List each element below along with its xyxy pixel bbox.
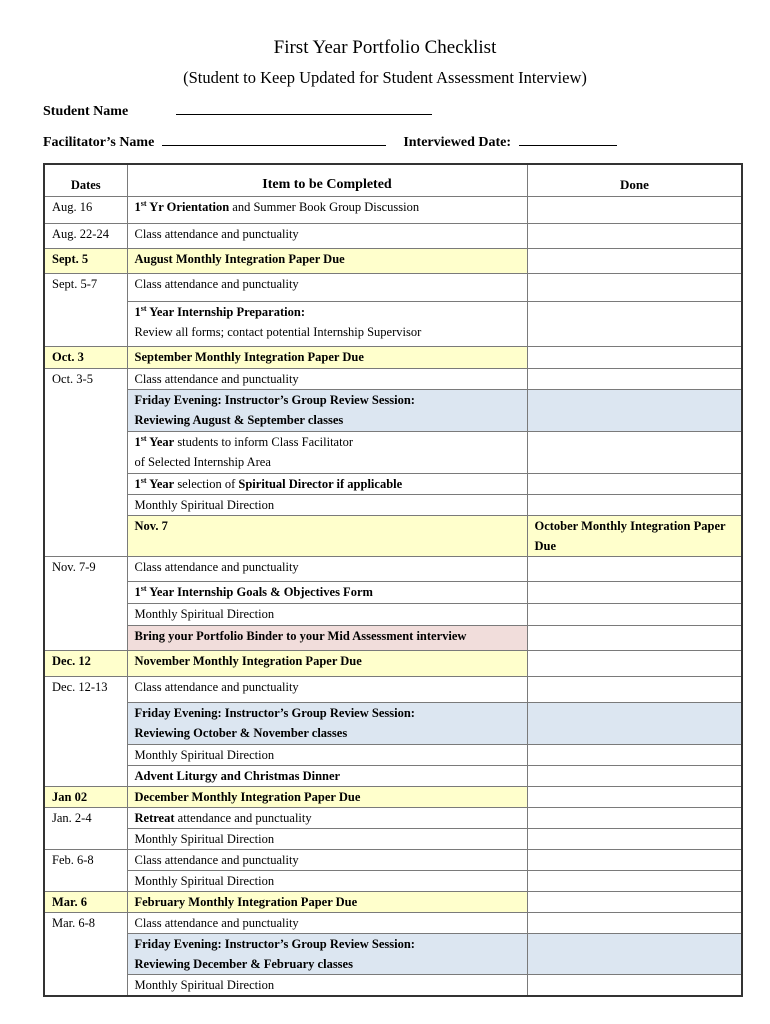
done-checkbox-cell[interactable] <box>527 248 742 273</box>
table-row <box>44 676 742 702</box>
table-row <box>44 431 742 473</box>
table-row <box>44 891 742 912</box>
item-cell: 1st Year students to inform Class Facilitator of Selected Internship Area <box>127 431 527 473</box>
done-checkbox-cell[interactable] <box>527 933 742 974</box>
item-cell: Monthly Spiritual Direction <box>127 603 527 625</box>
table-row <box>44 807 742 828</box>
student-name-label: Student Name <box>43 104 129 119</box>
item-cell: 1st Year Internship Goals & Objectives Form <box>127 581 527 603</box>
table-row <box>44 196 742 223</box>
table-row <box>44 744 742 765</box>
done-checkbox-cell[interactable] <box>527 849 742 870</box>
done-checkbox-cell[interactable] <box>527 650 742 676</box>
item-cell: Class attendance and punctuality <box>127 912 527 933</box>
done-checkbox-cell[interactable] <box>527 494 742 515</box>
date-cell: Dec. 12-13 <box>44 676 127 786</box>
item-cell: September Monthly Integration Paper Due <box>127 346 527 368</box>
done-checkbox-cell[interactable] <box>527 196 742 223</box>
table-row <box>44 650 742 676</box>
table-row <box>44 849 742 870</box>
item-cell: February Monthly Integration Paper Due <box>127 891 527 912</box>
table-row <box>44 223 742 248</box>
done-checkbox-cell[interactable] <box>527 581 742 603</box>
date-cell: Mar. 6-8 <box>44 912 127 996</box>
date-cell: Oct. 3 <box>44 346 127 368</box>
done-checkbox-cell[interactable] <box>527 828 742 849</box>
date-cell: Nov. 7-9 <box>44 556 127 650</box>
item-cell: Class attendance and punctuality <box>127 849 527 870</box>
document-subtitle: (Student to Keep Updated for Student Assessment Interview) <box>183 68 587 87</box>
done-checkbox-cell[interactable] <box>527 870 742 891</box>
table-header-row <box>44 164 742 196</box>
done-checkbox-cell[interactable] <box>527 473 742 494</box>
item-cell: Monthly Spiritual Direction <box>127 828 527 849</box>
table-row <box>44 301 742 346</box>
item-column-header: Item to be Completed <box>127 164 527 196</box>
table-row <box>44 515 742 556</box>
student-name-field[interactable] <box>176 103 432 115</box>
done-checkbox-cell[interactable] <box>527 786 742 807</box>
table-row <box>44 974 742 996</box>
table-row <box>44 828 742 849</box>
date-cell: Mar. 6 <box>44 891 127 912</box>
done-checkbox-cell[interactable] <box>527 625 742 650</box>
item-cell: Monthly Spiritual Direction <box>127 744 527 765</box>
table-row <box>44 368 742 389</box>
table-row <box>44 912 742 933</box>
item-cell: Friday Evening: Instructor’s Group Review Session: Reviewing December & February classes <box>127 933 527 974</box>
item-cell: Class attendance and punctuality <box>127 676 527 702</box>
item-cell: December Monthly Integration Paper Due <box>127 786 527 807</box>
done-column-header: Done <box>527 164 742 196</box>
done-checkbox-cell[interactable] <box>527 389 742 431</box>
item-cell: Advent Liturgy and Christmas Dinner <box>127 765 527 786</box>
item-cell: Friday Evening: Instructor’s Group Review Session: Reviewing October & November classes <box>127 702 527 744</box>
table-row <box>44 870 742 891</box>
date-cell: Oct. 3-5 <box>44 368 127 556</box>
date-cell: Sept. 5-7 <box>44 273 127 346</box>
date-cell: Sept. 5 <box>44 248 127 273</box>
date-cell: Jan. 2-4 <box>44 807 127 849</box>
date-cell: Dec. 12 <box>44 650 127 676</box>
table-row <box>44 556 742 581</box>
student-name-row <box>43 103 432 120</box>
done-checkbox-cell[interactable] <box>527 603 742 625</box>
date-cell: Feb. 6-8 <box>44 849 127 891</box>
item-cell: Friday Evening: Instructor’s Group Review Session: Reviewing August & September classes <box>127 389 527 431</box>
interviewed-date-label: Interviewed Date: <box>403 135 511 150</box>
table-row <box>44 625 742 650</box>
done-checkbox-cell[interactable] <box>527 676 742 702</box>
interviewed-date-field[interactable] <box>519 134 617 146</box>
done-checkbox-cell[interactable] <box>527 891 742 912</box>
item-cell: 1st Yr Orientation and Summer Book Group Discussion <box>127 196 527 223</box>
checklist-table <box>43 163 743 997</box>
table-row <box>44 786 742 807</box>
item-cell: Class attendance and punctuality <box>127 273 527 301</box>
done-checkbox-cell[interactable] <box>527 223 742 248</box>
table-row <box>44 933 742 974</box>
table-row <box>44 248 742 273</box>
item-cell: Class attendance and punctuality <box>127 368 527 389</box>
date-cell: Nov. 7 <box>127 515 527 556</box>
item-cell: Monthly Spiritual Direction <box>127 974 527 996</box>
table-row <box>44 603 742 625</box>
table-row <box>44 581 742 603</box>
dates-column-header: Dates <box>44 164 127 196</box>
item-cell: October Monthly Integration Paper Due <box>527 515 742 556</box>
item-cell: Class attendance and punctuality <box>127 556 527 581</box>
done-checkbox-cell[interactable] <box>527 556 742 581</box>
done-checkbox-cell[interactable] <box>527 368 742 389</box>
table-row <box>44 765 742 786</box>
item-cell: Monthly Spiritual Direction <box>127 494 527 515</box>
item-cell: Retreat attendance and punctuality <box>127 807 527 828</box>
table-row <box>44 389 742 431</box>
table-row <box>44 273 742 301</box>
done-checkbox-cell[interactable] <box>527 431 742 473</box>
item-cell: Class attendance and punctuality <box>127 223 527 248</box>
facilitator-name-field[interactable] <box>162 134 386 146</box>
table-row <box>44 494 742 515</box>
item-cell: 1st Year Internship Preparation: Review all forms; contact potential Internship Supervisor <box>127 301 527 346</box>
item-cell: 1st Year selection of Spiritual Director if applicable <box>127 473 527 494</box>
date-cell: Aug. 16 <box>44 196 127 223</box>
done-checkbox-cell[interactable] <box>527 273 742 301</box>
table-row <box>44 702 742 744</box>
document-title: First Year Portfolio Checklist <box>273 37 497 58</box>
done-checkbox-cell[interactable] <box>527 807 742 828</box>
done-checkbox-cell[interactable] <box>527 765 742 786</box>
facilitator-name-label: Facilitator’s Name <box>43 135 155 150</box>
item-cell: November Monthly Integration Paper Due <box>127 650 527 676</box>
done-checkbox-cell[interactable] <box>527 702 742 744</box>
item-cell: August Monthly Integration Paper Due <box>127 248 527 273</box>
item-cell: Monthly Spiritual Direction <box>127 870 527 891</box>
table-row <box>44 473 742 494</box>
done-checkbox-cell[interactable] <box>527 974 742 996</box>
done-checkbox-cell[interactable] <box>527 301 742 346</box>
done-checkbox-cell[interactable] <box>527 744 742 765</box>
item-cell: Bring your Portfolio Binder to your Mid Assessment interview <box>127 625 527 650</box>
done-checkbox-cell[interactable] <box>527 912 742 933</box>
facilitator-row <box>43 134 617 151</box>
table-row <box>44 346 742 368</box>
done-checkbox-cell[interactable] <box>527 346 742 368</box>
date-cell: Aug. 22-24 <box>44 223 127 248</box>
date-cell: Jan 02 <box>44 786 127 807</box>
